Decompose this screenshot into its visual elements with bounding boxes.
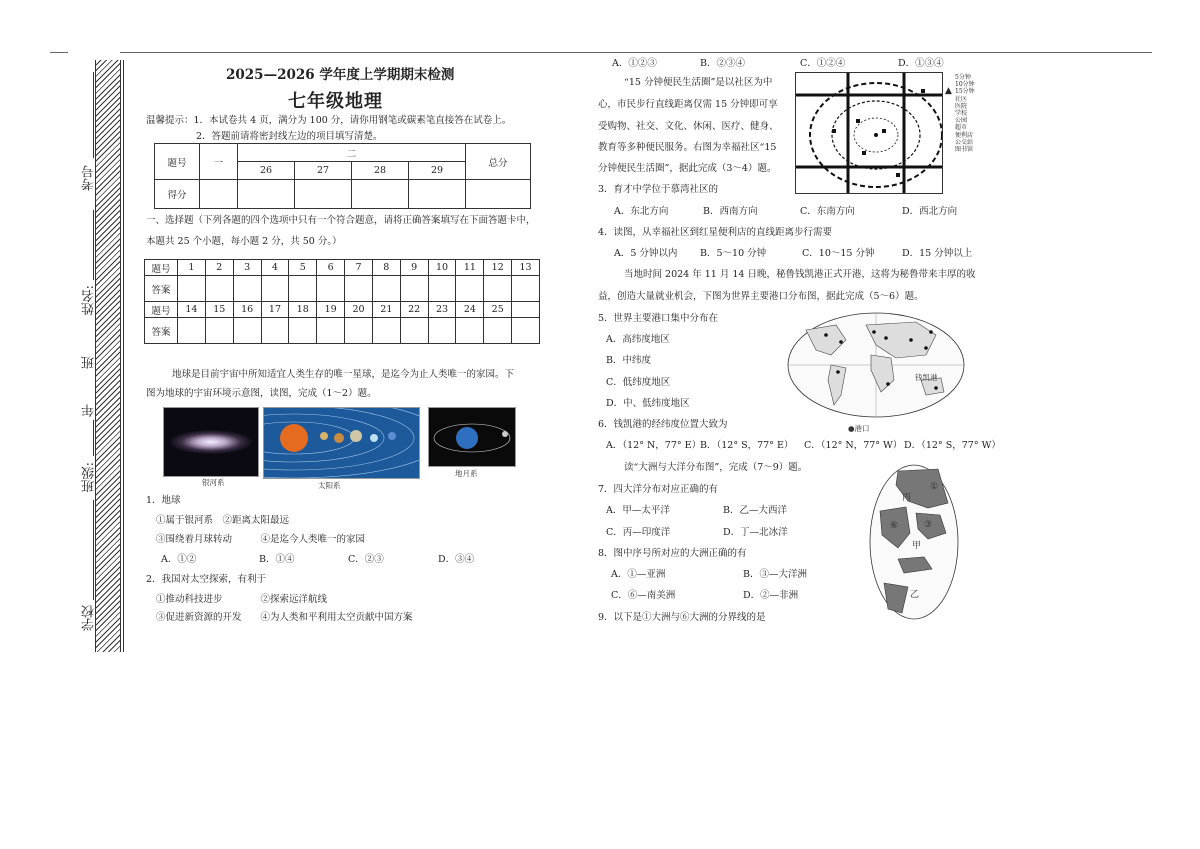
solar-system-svg bbox=[264, 408, 419, 478]
grid-empty bbox=[512, 318, 540, 344]
q4-choice-b[interactable]: B．5～10 分钟 bbox=[700, 248, 767, 259]
grid-num: 23 bbox=[428, 302, 456, 318]
grid-tihao-2: 题号 bbox=[145, 302, 178, 318]
q1-opt-line2: ③围绕着月球转动 ④是迄今人类唯一的家园 bbox=[156, 534, 366, 545]
answer-cell[interactable] bbox=[372, 276, 400, 302]
grid-empty bbox=[512, 302, 540, 318]
q4-choice-a[interactable]: A．5 分钟以内 bbox=[614, 248, 678, 259]
score-table bbox=[154, 143, 531, 209]
answer-cell[interactable] bbox=[456, 318, 484, 344]
score-yi: 一 bbox=[200, 144, 238, 180]
p15-line4: 教育等多种便民服务。右图为幸福社区“15 bbox=[598, 142, 777, 153]
legend-item: 便利店 bbox=[955, 131, 974, 139]
intro-line2: 图为地球的宇宙环境示意图，读图，完成（1～2）题。 bbox=[146, 388, 377, 399]
q7-stem: 7．四大洋分布对应正确的有 bbox=[598, 484, 719, 495]
legend-item: 公交站 bbox=[955, 138, 974, 146]
q4-choice-d[interactable]: D．15 分钟以上 bbox=[902, 248, 973, 259]
grid-num: 6 bbox=[317, 260, 345, 276]
q4-stem: 4．读图，从幸福社区到红星便利店的直线距离步行需要 bbox=[598, 227, 833, 238]
grid-num: 8 bbox=[372, 260, 400, 276]
grid-num: 17 bbox=[261, 302, 289, 318]
answer-cell[interactable] bbox=[345, 318, 373, 344]
q3-choice-c[interactable]: C．东南方向 bbox=[800, 206, 855, 217]
answer-cell[interactable] bbox=[428, 276, 456, 302]
cont-label-n1: ① bbox=[930, 482, 939, 492]
north-arrow-icon: ▲ bbox=[945, 86, 952, 96]
answer-cell[interactable] bbox=[317, 318, 345, 344]
q8-choice-d[interactable]: D．②—非洲 bbox=[743, 590, 799, 601]
score-cell[interactable] bbox=[238, 180, 295, 209]
grid-num: 19 bbox=[317, 302, 345, 318]
q3-choice-b[interactable]: B．西南方向 bbox=[703, 206, 758, 217]
grid-num: 25 bbox=[484, 302, 512, 318]
cont-label-yi: 乙 bbox=[910, 590, 920, 600]
answer-cell[interactable] bbox=[512, 276, 540, 302]
q1-choice-d[interactable]: D．③④ bbox=[438, 554, 475, 565]
answer-cell[interactable] bbox=[178, 318, 206, 344]
p15-line1: “15 分钟便民生活圈”是以社区为中 bbox=[624, 77, 773, 88]
binding-nian: 年 bbox=[82, 404, 97, 417]
cont-label-n6: ⑥ bbox=[890, 521, 899, 531]
grid-num: 2 bbox=[205, 260, 233, 276]
top-rule-left bbox=[50, 52, 68, 53]
score-cell[interactable] bbox=[466, 180, 531, 209]
score-29: 29 bbox=[409, 162, 466, 180]
q5-choice-d[interactable]: D．中、低纬度地区 bbox=[606, 398, 690, 409]
score-defen: 得分 bbox=[155, 180, 200, 209]
grid-num: 1 bbox=[178, 260, 206, 276]
answer-cell[interactable] bbox=[317, 276, 345, 302]
q1-choice-b[interactable]: B．①④ bbox=[259, 554, 295, 565]
grid-num: 10 bbox=[428, 260, 456, 276]
binding-xingming: 姓名: bbox=[82, 285, 97, 316]
grid-num: 7 bbox=[345, 260, 373, 276]
answer-cell[interactable] bbox=[233, 318, 261, 344]
score-tihao: 题号 bbox=[155, 144, 200, 180]
score-cell[interactable] bbox=[352, 180, 409, 209]
top-rule bbox=[120, 52, 1152, 53]
grid-num: 22 bbox=[400, 302, 428, 318]
legend-item: 5分钟 bbox=[955, 74, 971, 81]
answer-cell[interactable] bbox=[400, 318, 428, 344]
cont-label-jia: 甲 bbox=[912, 541, 922, 551]
answer-cell[interactable] bbox=[372, 318, 400, 344]
binding-banji: 班级: bbox=[82, 462, 97, 493]
q2-choice-a[interactable]: A．①②③ bbox=[612, 58, 657, 69]
answer-cell[interactable] bbox=[456, 276, 484, 302]
world-port-map bbox=[786, 310, 966, 420]
p56-line1: 当地时间 2024 年 11 月 14 日晚，秘鲁钱凯港正式开港，这将为秘鲁带来丰厚的收 bbox=[624, 269, 976, 280]
kaohao-underline bbox=[93, 72, 94, 158]
grid-num: 24 bbox=[456, 302, 484, 318]
q6-stem: 6．钱凯港的经纬度位置大致为 bbox=[598, 419, 728, 430]
q8-stem: 8．图中序号所对应的大洲正确的有 bbox=[598, 548, 747, 559]
world-port-map-svg bbox=[786, 310, 966, 420]
q1-stem: 1．地球 bbox=[146, 495, 181, 506]
score-cell[interactable] bbox=[200, 180, 238, 209]
q5-choice-a[interactable]: A．高纬度地区 bbox=[606, 334, 670, 345]
score-er: 二 bbox=[238, 144, 466, 162]
answer-cell[interactable] bbox=[400, 276, 428, 302]
grid-num: 21 bbox=[372, 302, 400, 318]
earth-moon-svg bbox=[429, 408, 515, 466]
banji-underline bbox=[93, 420, 94, 456]
score-26: 26 bbox=[238, 162, 295, 180]
grid-answer-label-1: 答案 bbox=[145, 276, 178, 302]
answer-grid bbox=[144, 259, 540, 344]
earth-icon bbox=[456, 427, 478, 449]
legend-item: 医院 bbox=[955, 102, 968, 110]
q6-choice-d[interactable]: D．（12° S，77° W） bbox=[904, 440, 1001, 451]
q8-choice-c[interactable]: C．⑥—南美洲 bbox=[611, 590, 676, 601]
caption-earthmoon: 地月系 bbox=[455, 469, 478, 478]
q1-choice-c[interactable]: C．②③ bbox=[348, 554, 384, 565]
p15-line5: 分钟便民生活圈”，据此完成（3～4）题。 bbox=[598, 163, 777, 174]
p15-line3: 受购物、社交、文化、休闲、医疗、健身、 bbox=[598, 121, 779, 132]
caption-galaxy: 银河系 bbox=[202, 478, 225, 487]
grid-tihao-1: 题号 bbox=[145, 260, 178, 276]
q2-opt-line1: ①推动科技进步 ②探索远洋航线 bbox=[156, 594, 328, 605]
legend-item: 公园 bbox=[955, 117, 968, 125]
grid-num: 18 bbox=[289, 302, 317, 318]
xuexiao-underline bbox=[93, 500, 94, 600]
p56-line2: 益，创造大量就业机会，下图为世界主要港口分布图，据此完成（5～6）题。 bbox=[598, 291, 924, 302]
score-28: 28 bbox=[352, 162, 409, 180]
answer-cell[interactable] bbox=[261, 318, 289, 344]
answer-cell[interactable] bbox=[233, 276, 261, 302]
map-legend bbox=[955, 74, 1003, 153]
answer-cell[interactable] bbox=[345, 276, 373, 302]
grid-num: 4 bbox=[261, 260, 289, 276]
grid-num: 14 bbox=[178, 302, 206, 318]
p15-line2: 心，市民步行直线距离仅需 15 分钟即可享 bbox=[598, 99, 778, 110]
answer-cell[interactable] bbox=[289, 318, 317, 344]
caption-solar: 太阳系 bbox=[318, 481, 341, 490]
legend-item: 社区 bbox=[955, 95, 968, 103]
q5-choice-b[interactable]: B．中纬度 bbox=[606, 355, 651, 366]
legend-item: 10分钟 bbox=[955, 81, 975, 89]
intro-line1: 地球是目前宇宙中所知适宜人类生存的唯一星球，是迄今为止人类唯一的家园。下 bbox=[172, 369, 515, 380]
xingming-underline bbox=[93, 210, 94, 280]
answer-cell[interactable] bbox=[178, 276, 206, 302]
grid-num: 20 bbox=[345, 302, 373, 318]
answer-cell[interactable] bbox=[205, 318, 233, 344]
cont-label-n3: ③ bbox=[924, 520, 933, 530]
q5-choice-c[interactable]: C．低纬度地区 bbox=[606, 377, 671, 388]
galaxy-image bbox=[163, 407, 259, 477]
subject-title: 七年级地理 bbox=[288, 91, 383, 112]
exam-title: 2025—2026 学年度上学期期末检测 bbox=[226, 67, 455, 83]
q8-choice-b[interactable]: B．③—大洋洲 bbox=[743, 569, 807, 580]
q2-opt-line2: ③促进新资源的开发 ④为人类和平利用太空贡献中国方案 bbox=[156, 612, 413, 623]
answer-cell[interactable] bbox=[484, 276, 512, 302]
grid-num: 13 bbox=[512, 260, 540, 276]
answer-cell[interactable] bbox=[205, 276, 233, 302]
q8-choice-a[interactable]: A．①—亚洲 bbox=[611, 569, 666, 580]
grid-num: 16 bbox=[233, 302, 261, 318]
q2-choice-d[interactable]: D．①③④ bbox=[898, 58, 944, 69]
q4-choice-c[interactable]: C．10～15 分钟 bbox=[802, 248, 875, 259]
p79-text: 读“大洲与大洋分布图”，完成（7～9）题。 bbox=[624, 462, 808, 473]
q6-choice-a[interactable]: A．（12° N，77° E） bbox=[606, 440, 702, 451]
binding-ban: 班 bbox=[82, 356, 97, 369]
sun-icon bbox=[280, 424, 308, 452]
q3-stem: 3．育才中学位于慕湾社区的 bbox=[598, 184, 719, 195]
q2-choice-c[interactable]: C．①②④ bbox=[800, 58, 846, 69]
binding-kaohao: 考号 bbox=[82, 165, 97, 191]
grid-num: 12 bbox=[484, 260, 512, 276]
q7-choice-b[interactable]: B．乙—大西洋 bbox=[723, 505, 787, 516]
moon-icon bbox=[502, 431, 508, 437]
score-cell[interactable] bbox=[409, 180, 466, 209]
q1-choice-a[interactable]: A．①② bbox=[161, 554, 197, 565]
grid-answer-label-2: 答案 bbox=[145, 318, 178, 344]
community-map bbox=[795, 72, 943, 194]
grid-num: 15 bbox=[205, 302, 233, 318]
legend-item: 15分钟 bbox=[955, 88, 975, 96]
q3-choice-d[interactable]: D．西北方向 bbox=[902, 206, 958, 217]
q6-choice-b[interactable]: B．（12° S，77° E） bbox=[700, 440, 794, 451]
q7-choice-c[interactable]: C．丙—印度洋 bbox=[606, 527, 671, 538]
q7-choice-d[interactable]: D．丁—北冰洋 bbox=[723, 527, 788, 538]
answer-cell[interactable] bbox=[261, 276, 289, 302]
cont-label-bing: 丙 bbox=[902, 493, 912, 503]
grid-num: 3 bbox=[233, 260, 261, 276]
score-27: 27 bbox=[295, 162, 352, 180]
binding-line bbox=[123, 60, 124, 652]
grid-num: 11 bbox=[456, 260, 484, 276]
grid-num: 5 bbox=[289, 260, 317, 276]
answer-cell[interactable] bbox=[289, 276, 317, 302]
q5-stem: 5．世界主要港口集中分布在 bbox=[598, 313, 719, 324]
q9-stem: 9．以下是①大洲与⑥大洲的分界线的是 bbox=[598, 612, 766, 623]
q3-choice-a[interactable]: A．东北方向 bbox=[614, 206, 669, 217]
community-map-svg bbox=[796, 73, 942, 193]
q1-opt-line1: ①属于银河系 ②距离太阳最远 bbox=[156, 515, 290, 526]
answer-cell[interactable] bbox=[428, 318, 456, 344]
map-port-label: 钱凯港 bbox=[915, 373, 938, 382]
earth-moon-image bbox=[428, 407, 516, 467]
score-zongfen: 总分 bbox=[466, 144, 531, 180]
solar-system-image bbox=[263, 407, 420, 479]
q2-stem: 2．我国对太空探索，有利于 bbox=[146, 574, 267, 585]
section1-line2: 本题共 25 个小题，每小题 2 分，共 50 分。） bbox=[146, 236, 342, 247]
q6-choice-c[interactable]: C．（12° N，77° W） bbox=[804, 440, 903, 451]
tip-line-1: 温馨提示：1．本试卷共 4 页，满分为 100 分，请你用钢笔或碳素笔直接答在试卷上。 bbox=[146, 115, 512, 126]
tip-line-2: 2．答题前请将密封线左边的项目填写清楚。 bbox=[196, 131, 383, 142]
map-port-legend: ●港口 bbox=[848, 424, 870, 433]
q2-choice-b[interactable]: B．②③④ bbox=[700, 58, 745, 69]
section1-line1: 一、选择题（下列各题的四个选项中只有一个符合题意，请将正确答案填写在下面答题卡中， bbox=[146, 215, 536, 226]
legend-item: 学校 bbox=[955, 109, 968, 117]
answer-cell[interactable] bbox=[484, 318, 512, 344]
binding-xuexiao: 学校 bbox=[82, 605, 97, 631]
score-cell[interactable] bbox=[295, 180, 352, 209]
legend-item: 超市 bbox=[955, 124, 968, 132]
q7-choice-a[interactable]: A．甲—太平洋 bbox=[606, 505, 670, 516]
grid-num: 9 bbox=[400, 260, 428, 276]
legend-item: 图书馆 bbox=[955, 145, 974, 153]
